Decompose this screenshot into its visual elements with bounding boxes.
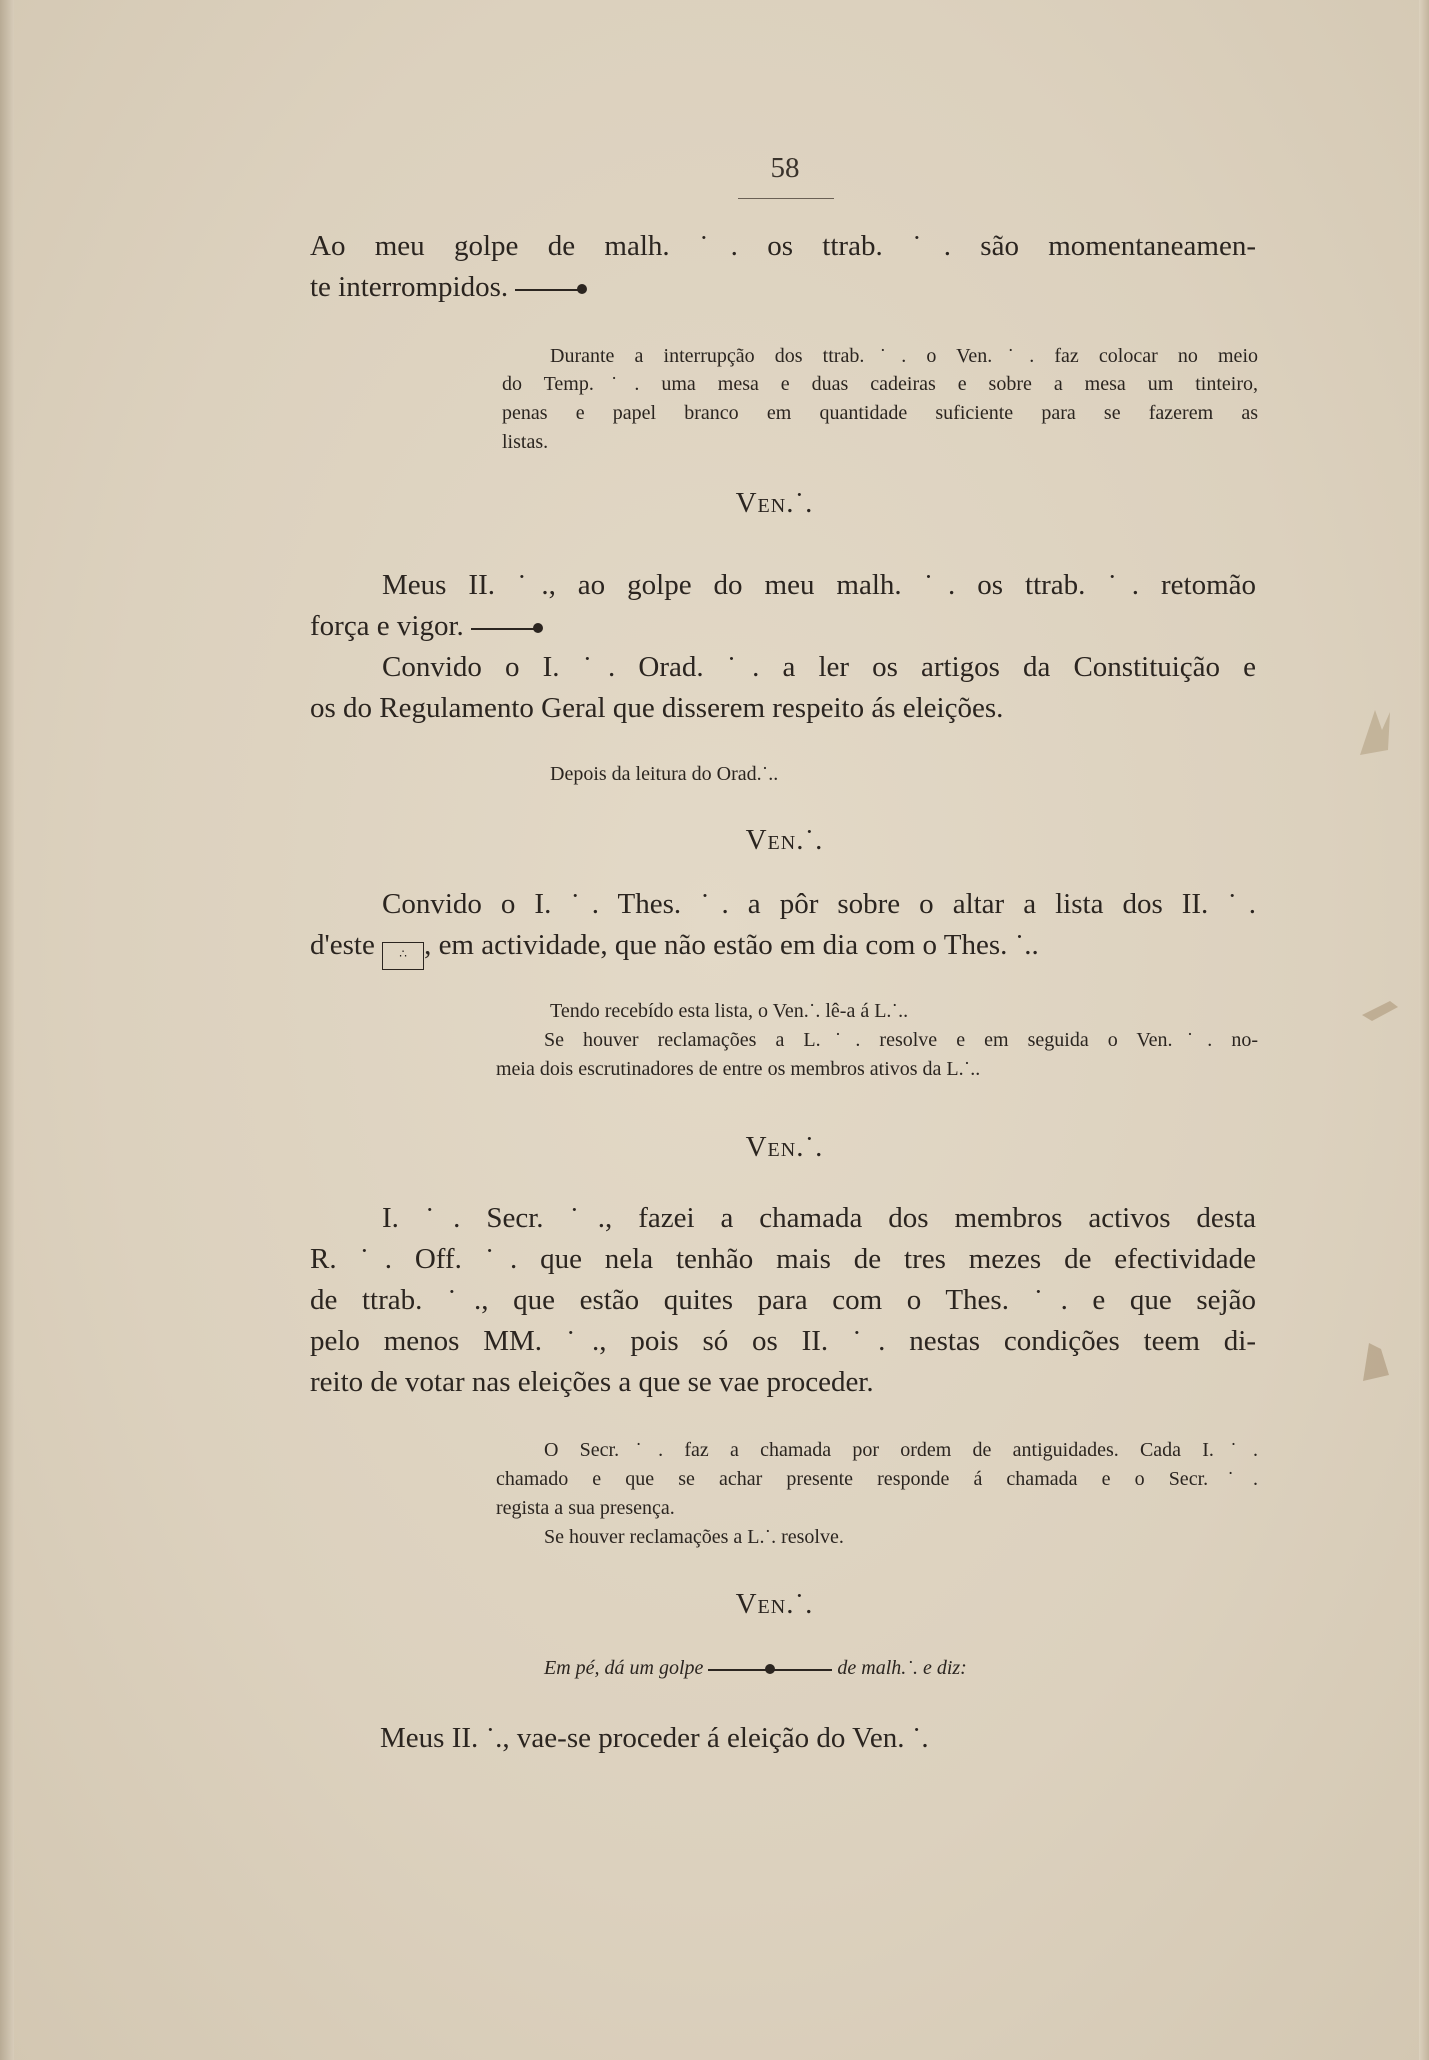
- text-line: chamado e que se achar presente responde á chamada e o Secr.˙.: [496, 1468, 1258, 1490]
- page-number: 58: [770, 152, 800, 184]
- paragraph-5: Meus II. ˙., vae-se proceder á eleição do Ven. ˙.: [380, 1722, 929, 1754]
- text-line: I. ˙. Secr. ˙., fazei a chamada dos membros activos desta: [382, 1202, 1256, 1234]
- text-line: do Temp.˙. uma mesa e duas cadeiras e sobre a mesa um tinteiro,: [502, 373, 1258, 395]
- text-line: Convido o I. ˙. Thes. ˙. a pôr sobre o altar a lista dos II. ˙.: [382, 888, 1256, 920]
- page-left-edge: [0, 0, 14, 2060]
- stain-mark: [1350, 700, 1400, 760]
- text-line: de ttrab. ˙., que estão quites para com o Thes. ˙. e que sejão: [310, 1284, 1256, 1316]
- gavel-stroke-mark: [708, 1664, 832, 1674]
- text-line: [310, 606, 543, 647]
- text-line: Durante a interrupção dos ttrab.˙. o Ven.˙. faz colocar no meio: [550, 345, 1258, 367]
- text-span: de malh.˙. e diz:: [837, 1657, 967, 1679]
- stage-direction-2: Depois da leitura do Orad.˙..: [550, 763, 779, 785]
- text-line: listas.: [502, 431, 549, 453]
- speaker-heading: Ven.˙.: [735, 487, 814, 519]
- text-span: , em actividade, que não estão em dia com o Thes. ˙..: [424, 929, 1039, 961]
- text-span: força e vigor.: [310, 610, 464, 642]
- text-line: regista a sua presença.: [496, 1497, 675, 1519]
- text-line: penas e papel branco em quantidade suficiente para se fazerem as: [502, 402, 1258, 424]
- text-span: te interrompidos.: [310, 271, 509, 303]
- text-line: [310, 267, 587, 308]
- stain-mark: [1355, 1335, 1395, 1385]
- stage-direction-5: [544, 1654, 967, 1683]
- text-line: Ao meu golpe de malh. ˙. os ttrab. ˙. são momentaneamen-: [310, 230, 1256, 262]
- text-line: O Secr.˙. faz a chamada por ordem de antiguidades. Cada I.˙.: [544, 1439, 1258, 1461]
- text-line: pelo menos MM. ˙., pois só os II. ˙. nestas condições teem di-: [310, 1325, 1256, 1357]
- speaker-heading: Ven.˙.: [745, 824, 824, 856]
- text-span: d'este: [310, 929, 375, 961]
- page-right-edge: [1419, 0, 1429, 2060]
- gavel-stroke-mark: [471, 623, 543, 633]
- text-line: meia dois escrutinadores de entre os membros ativos da L.˙..: [496, 1058, 981, 1080]
- lodge-symbol-icon: ∴: [382, 942, 424, 970]
- text-line: Meus II. ˙., ao golpe do meu malh. ˙. os ttrab. ˙. retomão: [382, 569, 1256, 601]
- speaker-heading: Ven.˙.: [745, 1131, 824, 1163]
- page-number-rule: [738, 198, 834, 199]
- text-line: R. ˙. Off. ˙. que nela tenhão mais de tres mezes de efectividade: [310, 1243, 1256, 1275]
- text-line: Se houver reclamações a L.˙. resolve.: [544, 1526, 844, 1548]
- text-line: Se houver reclamações a L.˙. resolve e em seguida o Ven.˙. no-: [544, 1029, 1258, 1051]
- gavel-stroke-mark: [515, 284, 587, 294]
- text-line: Convido o I. ˙. Orad. ˙. a ler os artigos da Constituição e: [382, 651, 1256, 683]
- text-span: Em pé, dá um golpe: [544, 1657, 704, 1679]
- text-line: [310, 925, 1039, 970]
- stain-mark: [1360, 995, 1400, 1025]
- text-line: reito de votar nas eleições a que se vae proceder.: [310, 1366, 874, 1398]
- text-line: Tendo recebído esta lista, o Ven.˙. lê-a á L.˙..: [550, 1000, 909, 1022]
- text-line: os do Regulamento Geral que disserem respeito ás eleições.: [310, 692, 1004, 724]
- speaker-heading: Ven.˙.: [735, 1588, 814, 1620]
